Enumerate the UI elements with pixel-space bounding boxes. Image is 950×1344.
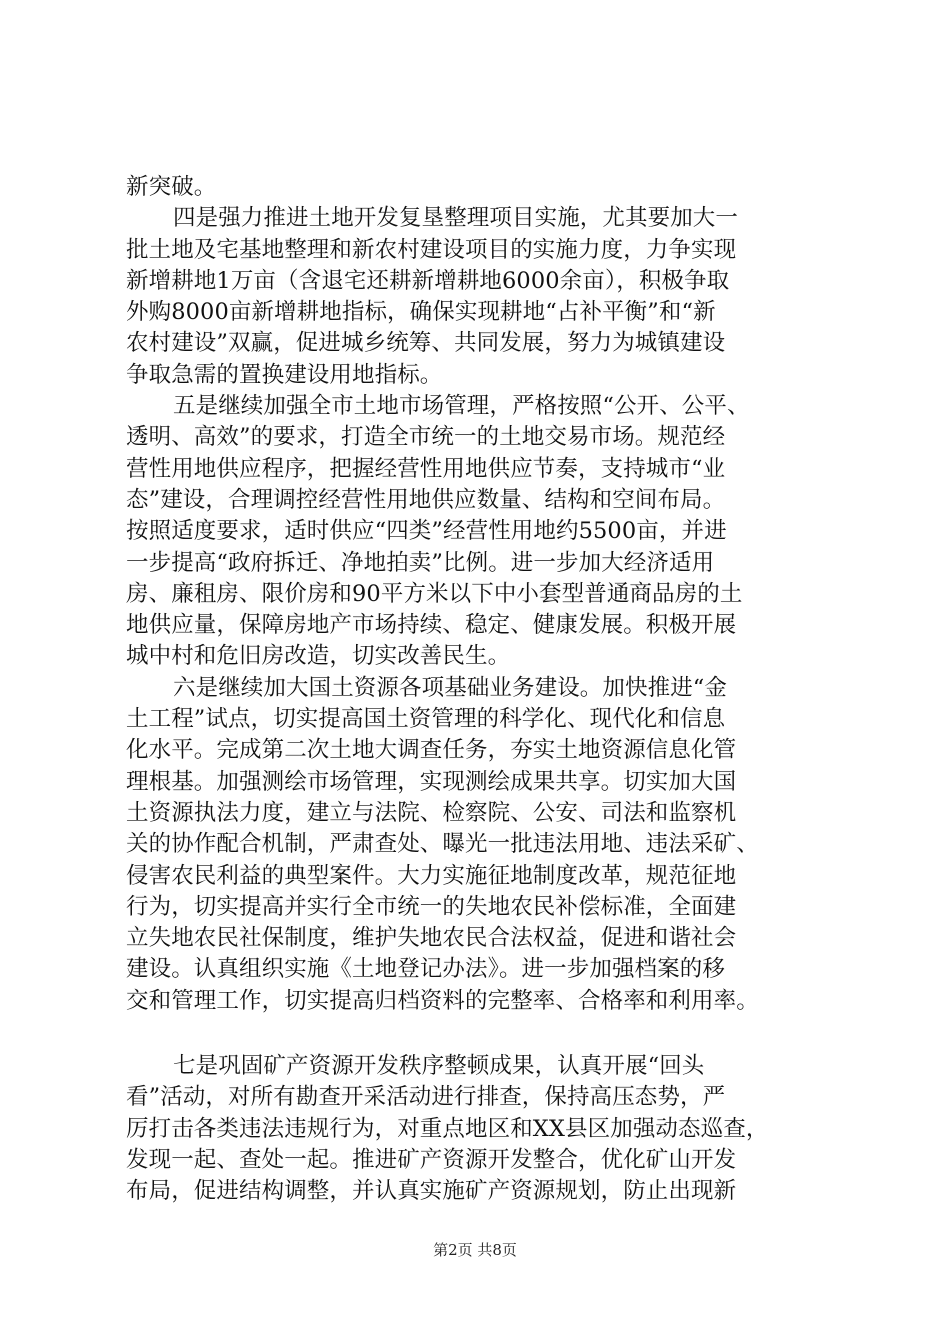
body-line: 农村建设”双赢，促进城乡统筹、共同发展，努力为城镇建设 [126, 330, 726, 357]
body-line: 新突破。 [126, 174, 217, 200]
body-line: 按照适度要求，适时供应“四类”经营性用地约5500亩，并进 [126, 518, 727, 545]
body-line: 建设。认真组织实施《土地登记办法》。进一步加强档案的移 [126, 956, 725, 983]
body-line: 厉打击各类违法违规行为，对重点地区和XX县区加强动态巡查， [126, 1115, 769, 1142]
paragraph-7-line: 七是巩固矿产资源开发秩序整顿成果，认真开展“回头 [173, 1053, 705, 1080]
body-line: 营性用地供应程序，把握经营性用地供应节奏，支持城市“业 [126, 455, 726, 482]
body-line: 化水平。完成第二次土地大调查任务，夯实土地资源信息化管 [126, 737, 737, 764]
page-number-footer: 第2页 共8页 [433, 1241, 517, 1259]
body-line: 行为，切实提高并实行全市统一的失地农民补偿标准，全面建 [126, 893, 737, 920]
body-line: 新增耕地1万亩（含退宅还耕新增耕地6000余亩），积极争取 [126, 267, 730, 294]
body-line: 透明、高效”的要求，打造全市统一的土地交易市场。规范经 [126, 424, 726, 451]
body-line: 布局，促进结构调整，并认真实施矿产资源规划，防止出现新 [126, 1178, 737, 1205]
body-line: 房、廉租房、限价房和90平方米以下中小套型普通商品房的土 [126, 580, 743, 607]
body-line: 关的协作配合机制，严肃查处、曝光一批违法用地、违法采矿、 [126, 831, 759, 858]
body-line: 地供应量，保障房地产市场持续、稳定、健康发展。积极开展 [126, 612, 737, 639]
body-line: 交和管理工作，切实提高归档资料的完整率、合格率和利用率。 [126, 987, 759, 1014]
body-line: 看”活动，对所有勘查开采活动进行排查，保持高压态势，严 [126, 1084, 726, 1111]
body-line: 土资源执法力度，建立与法院、检察院、公安、司法和监察机 [126, 799, 737, 826]
body-line: 争取急需的置换建设用地指标。 [126, 361, 443, 388]
body-line: 理根基。加强测绘市场管理，实现测绘成果共享。切实加大国 [126, 768, 737, 795]
body-line: 立失地农民社保制度，维护失地农民合法权益，促进和谐社会 [126, 925, 737, 952]
body-line: 态”建设，合理调控经营性用地供应数量、结构和空间布局。 [126, 486, 726, 513]
paragraph-4-line: 四是强力推进土地开发复垦整理项目实施，尤其要加大一 [173, 205, 739, 232]
body-line: 土工程”试点，切实提高国土资管理的科学化、现代化和信息 [126, 706, 726, 733]
body-line: 发现一起、查处一起。推进矿产资源开发整合，优化矿山开发 [126, 1146, 737, 1173]
body-line: 批土地及宅基地整理和新农村建设项目的实施力度，力争实现 [126, 236, 737, 263]
paragraph-gap [126, 1017, 826, 1051]
document-body [126, 172, 826, 1208]
body-line: 侵害农民利益的典型案件。大力实施征地制度改革，规范征地 [126, 862, 737, 889]
paragraph-5-line: 五是继续加强全市土地市场管理，严格按照“公开、公平、 [173, 393, 750, 420]
paragraph-6-line: 六是继续加大国土资源各项基础业务建设。加快推进“金 [173, 674, 728, 701]
body-line: 外购8000亩新增耕地指标，确保实现耕地“占补平衡”和“新 [126, 299, 716, 326]
body-line: 城中村和危旧房改造，切实改善民生。 [126, 643, 511, 670]
body-line: 一步提高“政府拆迁、净地拍卖”比例。进一步加大经济适用 [126, 549, 715, 576]
